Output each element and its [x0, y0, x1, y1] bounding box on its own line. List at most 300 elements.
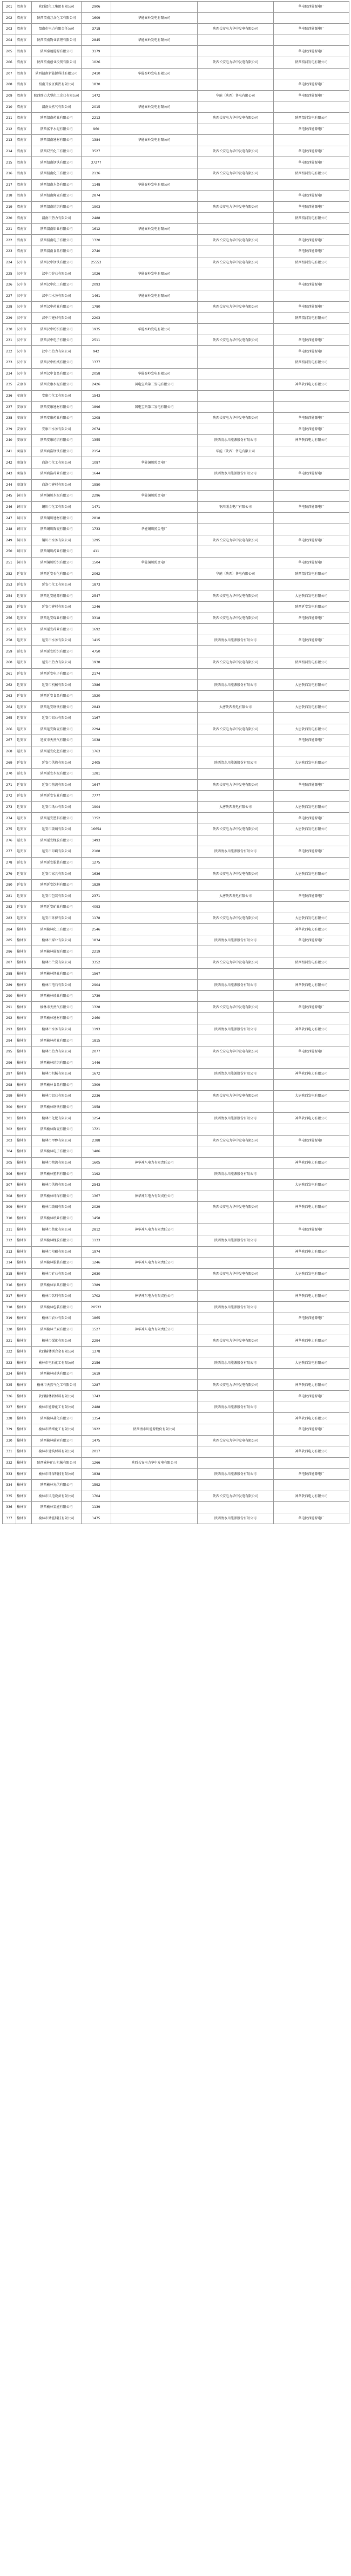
- table-cell: 延安市: [16, 824, 32, 835]
- table-cell: 华能秦岭发电有限公司: [111, 268, 198, 280]
- table-cell: 陕西铜川建材有限公司: [32, 513, 82, 524]
- table-cell: 1309: [82, 1079, 111, 1091]
- table-row: [3, 201, 349, 213]
- table-cell: [111, 590, 198, 602]
- table-cell: [111, 213, 198, 224]
- table-cell: [274, 35, 349, 46]
- table-cell: 榆林市: [16, 1324, 32, 1335]
- table-cell: 陕西长安电力华中发电有限公司: [111, 1457, 198, 1469]
- table-row: [3, 1413, 349, 1424]
- table-cell: 陕西延安水泥有限公司: [32, 768, 82, 779]
- table-cell: 309: [3, 1202, 16, 1213]
- table-cell: 陕西清水川能源股份有限公司: [198, 1302, 274, 1313]
- table-row: [3, 768, 349, 779]
- table-cell: 201: [3, 2, 16, 13]
- table-cell: 华电陕西能源电厂: [274, 1513, 349, 1524]
- table-cell: 陕西渭南新能源科技有限公司: [32, 68, 82, 79]
- table-cell: 330: [3, 1435, 16, 1446]
- table-cell: 神华陕西电力有限公司: [274, 379, 349, 391]
- table-cell: 华能铜川照金电厂: [111, 457, 198, 468]
- table-cell: 1520: [82, 690, 111, 702]
- table-cell: 华电陕西能源电厂: [274, 779, 349, 791]
- table-cell: 287: [3, 957, 16, 969]
- table-cell: 陕西渭河发电有限公司: [274, 213, 349, 224]
- table-row: [3, 1224, 349, 1235]
- table-cell: 铜川市化工有限公司: [32, 501, 82, 513]
- table-cell: [274, 1213, 349, 1224]
- table-cell: 1389: [82, 1280, 111, 1291]
- table-cell: 榆林市: [16, 1413, 32, 1424]
- table-row: [3, 602, 349, 613]
- table-cell: [274, 223, 349, 235]
- table-cell: 2740: [82, 246, 111, 257]
- table-cell: 240: [3, 435, 16, 446]
- table-cell: 延安市包装有限公司: [32, 891, 82, 902]
- table-cell: 1139: [82, 1502, 111, 1513]
- table-cell: 317: [3, 1290, 16, 1302]
- table-cell: 延安市: [16, 679, 32, 691]
- table-cell: [111, 302, 198, 313]
- table-cell: 306: [3, 1168, 16, 1180]
- table-cell: 华能秦岭发电有限公司: [111, 68, 198, 79]
- table-cell: 1458: [82, 1213, 111, 1224]
- table-cell: [111, 735, 198, 746]
- table-cell: 274: [3, 813, 16, 824]
- table-cell: [111, 1513, 198, 1524]
- table-cell: 1830: [82, 79, 111, 91]
- table-cell: 281: [3, 891, 16, 902]
- table-cell: 陕西渭南电子有限公司: [32, 235, 82, 246]
- table-cell: [198, 835, 274, 846]
- table-cell: 20533: [82, 1302, 111, 1313]
- table-cell: 陕西榆林镁业有限公司: [32, 968, 82, 980]
- table-cell: 1780: [82, 302, 111, 313]
- table-cell: 延安市: [16, 768, 32, 779]
- table-cell: 榆林市: [16, 1069, 32, 1080]
- table-cell: 陕西清水川能源股份有限公司: [198, 468, 274, 479]
- table-cell: 328: [3, 1413, 16, 1424]
- table-cell: 安康市水务有限公司: [32, 424, 82, 435]
- table-cell: [111, 1502, 198, 1513]
- table-row: [3, 513, 349, 524]
- table-cell: 渭南市热力有限公司: [32, 213, 82, 224]
- table-cell: 榆林市: [16, 1202, 32, 1213]
- table-cell: [111, 1302, 198, 1313]
- table-cell: [198, 368, 274, 379]
- table-cell: [111, 579, 198, 590]
- table-cell: 陕西榆林药业有限公司: [32, 1035, 82, 1046]
- table-cell: 255: [3, 602, 16, 613]
- table-cell: 陕西长安电力华中发电有限公司: [198, 257, 274, 268]
- table-cell: 榆林市天然气有限公司: [32, 1002, 82, 1013]
- table-cell: 295: [3, 1046, 16, 1057]
- table-cell: 延安市铝业有限公司: [32, 713, 82, 724]
- table-cell: 1281: [82, 768, 111, 779]
- table-cell: 陕西清水川能源股份有限公司: [198, 757, 274, 769]
- table-cell: 陕西清水川能源股份有限公司: [198, 1513, 274, 1524]
- table-cell: 陕西榆林家具有限公司: [32, 1280, 82, 1291]
- table-cell: 陕西榆林氢能有限公司: [32, 1502, 82, 1513]
- table-cell: 陕西长安电力华中发电有限公司: [198, 535, 274, 546]
- table-cell: 大唐陕西发电有限公司: [274, 590, 349, 602]
- table-cell: [274, 290, 349, 302]
- table-cell: 1377: [82, 357, 111, 369]
- table-cell: 2546: [82, 924, 111, 935]
- table-cell: 华能秦岭发电有限公司: [111, 35, 198, 46]
- table-cell: [111, 657, 198, 669]
- table-cell: 华电陕西能源电厂: [274, 335, 349, 346]
- table-cell: [111, 902, 198, 913]
- table-cell: 1504: [82, 557, 111, 568]
- table-cell: 华电陕西能源电厂: [274, 1391, 349, 1402]
- table-cell: 安康市: [16, 379, 32, 391]
- table-cell: 华电陕西能源电厂: [274, 246, 349, 257]
- table-cell: [274, 624, 349, 635]
- table-cell: 268: [3, 746, 16, 757]
- table-cell: 1415: [82, 635, 111, 646]
- table-cell: 铜川市: [16, 535, 32, 546]
- table-cell: 大唐陕西发电有限公司: [198, 801, 274, 813]
- table-cell: 2674: [82, 424, 111, 435]
- table-cell: 1367: [82, 1191, 111, 1202]
- table-row: [3, 868, 349, 880]
- table-cell: 榆林市物流有限公司: [32, 1157, 82, 1168]
- table-cell: [111, 79, 198, 91]
- table-cell: 1644: [82, 468, 111, 479]
- table-cell: 203: [3, 24, 16, 35]
- table-cell: 陕西延安农业有限公司: [32, 791, 82, 802]
- table-cell: 208: [3, 79, 16, 91]
- table-cell: 2058: [82, 368, 111, 379]
- table-cell: 1763: [82, 746, 111, 757]
- table-cell: 陕西榆林服装有限公司: [32, 1258, 82, 1269]
- table-row: [3, 1313, 349, 1324]
- table-cell: 铜川市水务有限公司: [32, 535, 82, 546]
- table-cell: [198, 1213, 274, 1224]
- table-cell: 榆林市: [16, 1046, 32, 1057]
- table-cell: [111, 124, 198, 135]
- table-cell: 渭南市: [16, 135, 32, 146]
- table-cell: [111, 191, 198, 202]
- table-row: [3, 402, 349, 413]
- table-cell: 华能铜川照金电厂: [111, 524, 198, 535]
- table-cell: 华电陕西能源电厂: [274, 891, 349, 902]
- table-cell: 248: [3, 524, 16, 535]
- table-row: [3, 1191, 349, 1202]
- table-cell: 1208: [82, 412, 111, 424]
- table-cell: 延安市: [16, 891, 32, 902]
- table-cell: 陕西长安电力华中发电有限公司: [198, 868, 274, 880]
- table-cell: [111, 24, 198, 35]
- table-cell: 铜川市: [16, 524, 32, 535]
- table-cell: 陕西汉中药业有限公司: [32, 302, 82, 313]
- table-cell: 陕西榆林光伏有限公司: [32, 1479, 82, 1491]
- table-cell: 1692: [82, 624, 111, 635]
- table-cell: 陕西清水川能源股份有限公司: [198, 1402, 274, 1413]
- table-cell: 延安市: [16, 579, 32, 590]
- table-cell: [111, 1413, 198, 1424]
- table-cell: 榆林市储能科技有限公司: [32, 1513, 82, 1524]
- table-cell: 陕西榆林兰炭有限公司: [32, 1324, 82, 1335]
- table-cell: 2136: [82, 168, 111, 179]
- table-cell: 1838: [82, 1469, 111, 1480]
- table-cell: 延安市: [16, 779, 32, 791]
- table-cell: [111, 279, 198, 290]
- table-cell: 1609: [82, 12, 111, 24]
- table-cell: 陕西长安电力华中发电有限公司: [198, 1379, 274, 1391]
- table-cell: [111, 513, 198, 524]
- table-cell: 297: [3, 1069, 16, 1080]
- table-row: [3, 446, 349, 457]
- table-cell: 延安市机械有限公司: [32, 679, 82, 691]
- table-cell: 202: [3, 12, 16, 24]
- table-cell: 260: [3, 657, 16, 669]
- table-cell: 陕西延安发电有限公司: [274, 602, 349, 613]
- table-cell: 2843: [82, 702, 111, 713]
- table-cell: 华电陕西能源电厂: [274, 124, 349, 135]
- table-cell: 陕西长安电力华中发电有限公司: [198, 201, 274, 213]
- table-cell: 1328: [82, 1002, 111, 1013]
- table-cell: 222: [3, 235, 16, 246]
- table-cell: [198, 1324, 274, 1335]
- table-cell: 榆林市: [16, 1379, 32, 1391]
- table-cell: 277: [3, 846, 16, 858]
- table-cell: 3318: [82, 613, 111, 624]
- table-cell: 神华陕西电力有限公司: [274, 1379, 349, 1391]
- table-cell: [198, 557, 274, 568]
- table-row: [3, 1435, 349, 1446]
- table-cell: [111, 390, 198, 402]
- table-cell: 陕西榆林化工有限公司: [32, 924, 82, 935]
- table-cell: [111, 346, 198, 357]
- table-cell: [111, 157, 198, 168]
- table-cell: 榆林市: [16, 1124, 32, 1135]
- table-cell: 铜川市: [16, 491, 32, 502]
- table-cell: 陕西清水川能源股份有限公司: [198, 435, 274, 446]
- table-cell: [111, 1202, 198, 1213]
- table-cell: 陕西清水川能源股份有限公司: [198, 1469, 274, 1480]
- table-cell: 205: [3, 46, 16, 57]
- table-cell: 283: [3, 913, 16, 924]
- table-cell: [111, 1357, 198, 1369]
- table-row: [3, 957, 349, 969]
- table-row: [3, 690, 349, 702]
- table-cell: 陕西渭南纺织有限公司: [32, 201, 82, 213]
- table-cell: 华电陕西能源电厂: [274, 79, 349, 91]
- table-cell: [198, 735, 274, 746]
- table-cell: 陕西长安电力华中发电有限公司: [198, 779, 274, 791]
- table-cell: 汉中市: [16, 290, 32, 302]
- table-cell: 227: [3, 290, 16, 302]
- table-cell: [198, 402, 274, 413]
- table-cell: 陕西商洛钢铁有限公司: [32, 446, 82, 457]
- table-row: [3, 1335, 349, 1347]
- table-cell: 华电陕西能源电厂: [274, 279, 349, 290]
- table-row: [3, 223, 349, 235]
- table-cell: 337: [3, 1513, 16, 1524]
- table-row: [3, 613, 349, 624]
- table-cell: 大唐陕西发电有限公司: [274, 1091, 349, 1102]
- table-cell: 276: [3, 835, 16, 846]
- table-cell: 国电宝鸡第二发电有限公司: [111, 379, 198, 391]
- table-row: [3, 1113, 349, 1124]
- table-cell: 218: [3, 191, 16, 202]
- table-cell: 307: [3, 1179, 16, 1191]
- table-cell: 渭南市: [16, 235, 32, 246]
- table-cell: 1903: [82, 201, 111, 213]
- table-cell: [111, 246, 198, 257]
- table-row: [3, 968, 349, 980]
- table-cell: 榆林市: [16, 1102, 32, 1113]
- table-cell: 2845: [82, 35, 111, 46]
- table-cell: [274, 402, 349, 413]
- table-row: [3, 1091, 349, 1102]
- table-cell: [111, 1113, 198, 1124]
- table-cell: [274, 491, 349, 502]
- table-row: [3, 1135, 349, 1146]
- table-cell: [198, 101, 274, 113]
- table-cell: [198, 1346, 274, 1357]
- table-cell: 1133: [82, 1235, 111, 1246]
- table-cell: [198, 246, 274, 257]
- table-cell: [198, 135, 274, 146]
- table-cell: 华电陕西能源电厂: [274, 46, 349, 57]
- table-cell: 1605: [82, 1157, 111, 1168]
- table-row: [3, 1213, 349, 1224]
- table-cell: 铜川市: [16, 557, 32, 568]
- table-cell: 1543: [82, 390, 111, 402]
- table-cell: 224: [3, 257, 16, 268]
- table-cell: 榆林市: [16, 1024, 32, 1035]
- table-cell: [111, 1268, 198, 1280]
- table-row: [3, 346, 349, 357]
- table-cell: 陕西长安电力华中发电有限公司: [198, 1335, 274, 1347]
- table-cell: [198, 646, 274, 657]
- table-cell: [111, 879, 198, 891]
- table-cell: 3527: [82, 146, 111, 157]
- table-cell: 陕西延安矿业有限公司: [32, 902, 82, 913]
- table-cell: 陕西榆林陶瓷有限公司: [32, 1124, 82, 1135]
- table-cell: 271: [3, 779, 16, 791]
- table-cell: 华电陕西能源电厂: [274, 1313, 349, 1324]
- table-cell: 安康市: [16, 390, 32, 402]
- table-cell: 神华神东电力有限责任公司: [111, 1290, 198, 1302]
- table-cell: [198, 157, 274, 168]
- table-cell: [111, 857, 198, 868]
- table-cell: 316: [3, 1280, 16, 1291]
- table-row: [3, 2, 349, 13]
- table-cell: 榆林市: [16, 1457, 32, 1469]
- table-cell: 263: [3, 690, 16, 702]
- table-row: [3, 724, 349, 735]
- table-cell: 1567: [82, 968, 111, 980]
- table-cell: 2077: [82, 1046, 111, 1057]
- table-cell: [111, 602, 198, 613]
- table-cell: [111, 201, 198, 213]
- table-cell: 1038: [82, 735, 111, 746]
- table-cell: [111, 146, 198, 157]
- table-cell: 324: [3, 1369, 16, 1380]
- table-cell: [111, 1079, 198, 1091]
- table-cell: [111, 746, 198, 757]
- table-cell: 华电陕西能源电厂: [274, 2, 349, 13]
- table-cell: 264: [3, 702, 16, 713]
- table-cell: 商洛市化工有限公司: [32, 457, 82, 468]
- table-cell: 1320: [82, 235, 111, 246]
- table-cell: 2154: [82, 446, 111, 457]
- table-cell: [111, 791, 198, 802]
- table-cell: 神华陕西电力有限公司: [274, 1246, 349, 1258]
- table-row: [3, 891, 349, 902]
- table-row: [3, 1357, 349, 1369]
- table-cell: 陕西铜川药业有限公司: [32, 546, 82, 558]
- table-cell: [111, 1091, 198, 1102]
- table-cell: 1275: [82, 857, 111, 868]
- table-cell: [274, 579, 349, 590]
- table-cell: 陕西商洛药业有限公司: [32, 468, 82, 479]
- table-cell: [274, 1057, 349, 1069]
- table-cell: [111, 702, 198, 713]
- table-cell: 榆林市: [16, 1290, 32, 1302]
- table-cell: [198, 79, 274, 91]
- table-cell: 335: [3, 1491, 16, 1502]
- table-cell: 安康市: [16, 424, 32, 435]
- table-row: [3, 390, 349, 402]
- table-cell: [198, 924, 274, 935]
- table-cell: 安康市: [16, 402, 32, 413]
- table-cell: 延安市: [16, 846, 32, 858]
- table-cell: 231: [3, 335, 16, 346]
- table-cell: [198, 1258, 274, 1269]
- table-cell: [198, 746, 274, 757]
- table-cell: 陕西清水川能源股份有限公司: [198, 1235, 274, 1246]
- table-cell: 陕西长安电力华中发电有限公司: [198, 168, 274, 179]
- table-cell: [274, 1457, 349, 1469]
- table-row: [3, 679, 349, 691]
- table-cell: [274, 268, 349, 280]
- table-cell: 榆林市: [16, 1346, 32, 1357]
- table-cell: 陕西长安电力华中发电有限公司: [198, 590, 274, 602]
- table-cell: 318: [3, 1302, 16, 1313]
- table-cell: 神华神东电力有限责任公司: [111, 1191, 198, 1202]
- table-row: [3, 535, 349, 546]
- table-cell: [198, 279, 274, 290]
- table-cell: 285: [3, 935, 16, 946]
- table-row: [3, 779, 349, 791]
- table-cell: [198, 768, 274, 779]
- table-cell: 神华神东电力有限责任公司: [111, 1324, 198, 1335]
- table-row: [3, 501, 349, 513]
- table-cell: 1950: [82, 479, 111, 491]
- table-cell: 渭南市: [16, 101, 32, 113]
- table-cell: [198, 479, 274, 491]
- table-cell: 陕西清水川能源股份有限公司: [198, 1024, 274, 1035]
- table-row: [3, 146, 349, 157]
- table-cell: 榆林市: [16, 1179, 32, 1191]
- table-cell: 312: [3, 1235, 16, 1246]
- table-cell: 榆林市: [16, 1313, 32, 1324]
- table-cell: 陕西安康建材有限公司: [32, 402, 82, 413]
- table-cell: [274, 946, 349, 957]
- table-cell: 2108: [82, 846, 111, 858]
- table-cell: 神华陕西电力有限公司: [274, 435, 349, 446]
- table-cell: 4093: [82, 902, 111, 913]
- table-cell: 延安市印刷有限公司: [32, 846, 82, 858]
- table-cell: 榆林市: [16, 1035, 32, 1046]
- table-cell: 榆林市: [16, 1424, 32, 1436]
- table-cell: 华能铜川照金电厂: [111, 491, 198, 502]
- table-row: [3, 468, 349, 479]
